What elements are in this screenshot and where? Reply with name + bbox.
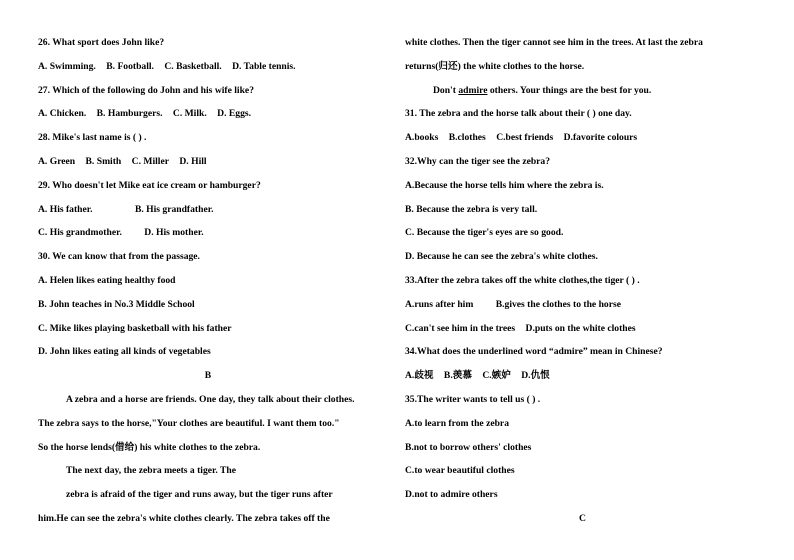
right-column [405, 35, 760, 535]
question-32: 32.Why can the tiger see the zebra? [405, 155, 551, 167]
option-c: C. Basketball. [164, 60, 222, 72]
left-column [38, 35, 378, 535]
question-33-options-cd [405, 321, 760, 345]
option-a: A.books [405, 132, 439, 144]
passage-line: A zebra and a horse are friends. One day, they talk about their clothes. [66, 393, 355, 405]
passage-line: zebra is afraid of the tiger and runs away, but the tiger runs after [66, 489, 333, 501]
option-a: A. Swimming. [38, 60, 96, 72]
question-28-options [38, 154, 378, 178]
option-c: C. His grandmother. [38, 227, 122, 239]
question-29-options-cd [38, 225, 378, 249]
question-30: 30. We can know that from the passage. [38, 251, 200, 263]
option-a: A. Green [38, 155, 76, 167]
option-a: A. His father. [38, 203, 93, 215]
option-b: B. Smith [85, 155, 122, 167]
option-b: B.羡慕 [443, 370, 472, 382]
passage-line [405, 83, 760, 107]
question-31-options [405, 130, 760, 154]
question-28: 28. Mike's last name is ( ) . [38, 132, 147, 144]
option-d: D. Table tennis. [232, 60, 296, 72]
underlined-word: admire [458, 84, 488, 96]
passage-line: returns(归还) the white clothes to the horse. [405, 60, 585, 72]
option-c: C.嫉妒 [482, 370, 511, 382]
option-a: A.runs after him [405, 298, 474, 310]
option-c: C. Mike likes playing basketball with his father [38, 322, 232, 334]
option-c: C. Because the tiger's eyes are so good. [405, 227, 564, 239]
option-a: A.Because the horse tells him where the zebra is. [405, 179, 604, 191]
option-a: A.to learn from the zebra [405, 417, 509, 429]
option-a: A.歧视 [405, 370, 434, 382]
option-d: D. John likes eating all kinds of vegetables [38, 346, 211, 358]
option-d: D.not to admire others [405, 489, 498, 501]
option-d: D.favorite colours [563, 132, 638, 144]
option-b: B. Football. [106, 60, 154, 72]
question-26-options [38, 59, 378, 83]
passage-line: white clothes. Then the tiger cannot see him in the trees. At last the zebra [405, 37, 703, 48]
option-b: B.not to borrow others' clothes [405, 441, 532, 453]
question-27-options [38, 106, 378, 130]
section-heading-c: C [579, 512, 586, 524]
option-b: B. His grandfather. [134, 203, 214, 215]
option-b: B. Because the zebra is very tall. [405, 203, 538, 215]
passage-line: him.He can see the zebra's white clothes clearly. The zebra takes off the [38, 512, 330, 524]
question-29: 29. Who doesn't let Mike eat ice cream or hamburger? [38, 179, 261, 191]
option-d: D.仇恨 [521, 370, 550, 382]
question-26: 26. What sport does John like? [38, 37, 165, 48]
option-c: C. Milk. [172, 108, 207, 120]
passage-line: The next day, the zebra meets a tiger. The [66, 465, 237, 477]
question-33-options-ab [405, 297, 760, 321]
option-b: B. Hamburgers. [96, 108, 163, 120]
option-c: C.best friends [496, 132, 554, 144]
option-b: B.clothes [448, 132, 486, 144]
option-d: D.puts on the white clothes [525, 322, 636, 334]
passage-line: So the horse lends(借给) his white clothes to the zebra. [38, 441, 261, 453]
option-c: C.can't see him in the trees [405, 322, 516, 334]
option-c: C. Miller [131, 155, 169, 167]
question-27: 27. Which of the following do John and his wife like? [38, 84, 254, 96]
question-34: 34.What does the underlined word “admire” mean in Chinese? [405, 346, 663, 358]
text: Don't [433, 84, 459, 96]
section-heading-b: B [204, 370, 212, 382]
question-29-options-ab [38, 202, 378, 226]
option-d: D. Eggs. [217, 108, 252, 120]
question-31: 31. The zebra and the horse talk about their ( ) one day. [405, 108, 632, 120]
option-a: A. Helen likes eating healthy food [38, 274, 176, 286]
option-a: A. Chicken. [38, 108, 87, 120]
text: others. Your things are the best for you. [487, 84, 652, 96]
option-d: D. His mother. [144, 227, 204, 239]
question-34-options [405, 368, 760, 392]
passage-line: The zebra says to the horse,"Your clothes are beautiful. I want them too." [38, 417, 340, 429]
option-d: D. Hill [179, 155, 207, 167]
option-b: B.gives the clothes to the horse [495, 298, 621, 310]
option-b: B. John teaches in No.3 Middle School [38, 298, 195, 310]
question-33: 33.After the zebra takes off the white clothes,the tiger ( ) . [405, 274, 640, 286]
option-d: D. Because he can see the zebra's white clothes. [405, 251, 598, 263]
option-c: C.to wear beautiful clothes [405, 465, 515, 477]
question-35: 35.The writer wants to tell us ( ) . [405, 393, 541, 405]
